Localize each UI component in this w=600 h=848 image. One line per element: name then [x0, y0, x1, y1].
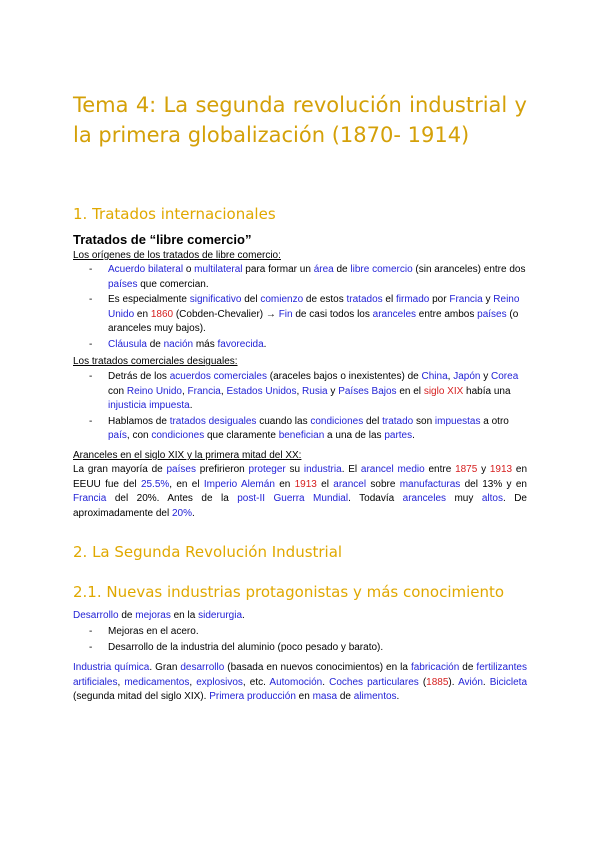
- highlight-term: Rusia: [302, 385, 328, 397]
- highlight-term: post-II Guerra Mundial: [237, 493, 349, 504]
- highlight-term: Japón: [453, 371, 481, 382]
- highlight-term: benefician: [278, 430, 325, 441]
- dash-bullet: -: [89, 264, 93, 275]
- highlight-term: Francia: [449, 294, 483, 305]
- highlight-term: países: [477, 308, 507, 320]
- highlight-term: Coches particulares: [329, 676, 419, 688]
- list-item: - Detrás de los acuerdos comerciales (araceles bajos o inexistentes) de China, Japón y Corea con Reino Unido, Francia, Estados Unidos, Rusia y Países Bajos en el siglo XIX había una injusticia impuesta.: [89, 371, 519, 411]
- highlight-term: Estados Unidos: [226, 385, 297, 397]
- list-item: - Mejoras en el acero.: [73, 625, 527, 640]
- label-tratados-desiguales: Los tratados comerciales desiguales:: [73, 356, 238, 367]
- highlight-term: desarrollo: [180, 662, 225, 673]
- highlight-term: proteger: [248, 464, 286, 475]
- highlight-term: Industria química: [73, 662, 150, 673]
- dash-bullet: -: [89, 371, 93, 382]
- highlight-term: arancel medio: [360, 464, 425, 475]
- label-aranceles: Aranceles en el siglo XIX y la primera mitad del XX:: [73, 450, 302, 461]
- highlight-term: multilateral: [194, 264, 243, 275]
- page-title: Tema 4: La segunda revolución industrial y la primera globalización (1870- 1914): [73, 93, 527, 147]
- highlight-term: área: [313, 264, 334, 275]
- highlight-term: injusticia impuesta: [108, 400, 190, 411]
- highlight-term: fabricación: [410, 662, 460, 673]
- label-origenes: Los orígenes de los tratados de libre comercio:: [73, 250, 281, 261]
- highlight-term: Primera producción: [209, 691, 296, 702]
- highlight-date: 1913: [294, 478, 317, 490]
- dash-bullet: -: [89, 338, 93, 350]
- dash-bullet: -: [89, 294, 93, 305]
- dash-bullet: -: [89, 641, 93, 653]
- highlight-term: industria: [303, 464, 342, 475]
- highlight-term: Francia: [187, 385, 221, 397]
- subheading-libre-comercio: Tratados de “libre comercio”: [73, 232, 252, 247]
- highlight-term: Acuerdo bilateral: [108, 264, 184, 275]
- highlight-term: explosivos: [196, 676, 243, 688]
- highlight-date: 1860: [150, 308, 174, 320]
- list-item: - Es especialmente significativo del comienzo de estos tratados el firmado por Francia y Reino Unido en 1860 (Cobden-Chevalier) → Fin de casi todos los aranceles entre ambos países (o aranceles muy bajos).: [89, 294, 520, 334]
- highlight-term: países: [166, 464, 196, 475]
- highlight-term: libre comercio: [350, 264, 413, 275]
- subsection-heading-nuevas-industrias: 2.1. Nuevas industrias protagonistas y más conocimiento: [73, 583, 505, 601]
- list-origenes: [73, 263, 527, 353]
- highlight-term: tratado: [382, 415, 414, 427]
- list-item: - Desarrollo de la industria del aluminio (poco pesado y barato).: [73, 641, 527, 656]
- highlight-date: 1885: [426, 676, 449, 688]
- highlight-term: condiciones: [310, 415, 364, 427]
- highlight-term: partes: [384, 430, 413, 441]
- highlight-term: comienzo: [260, 294, 304, 305]
- highlight-term: mejoras: [135, 610, 171, 621]
- highlight-term: 25.5%: [140, 478, 170, 490]
- highlight-term: acuerdos comerciales: [169, 371, 267, 382]
- highlight-term: Bicicleta: [489, 676, 528, 688]
- highlight-term: firmado: [395, 294, 430, 305]
- highlight-term: tratados: [346, 294, 383, 305]
- section-heading-segunda-revolucion: 2. La Segunda Revolución Industrial: [73, 543, 343, 561]
- section-heading-tratados: 1. Tratados internacionales: [73, 205, 276, 223]
- highlight-term: nación: [163, 338, 194, 350]
- highlight-term: Reino Unido: [126, 385, 182, 397]
- dash-bullet: -: [89, 415, 93, 427]
- highlight-date: 1875: [455, 464, 478, 475]
- highlight-term: países: [108, 278, 138, 290]
- list-item: - Acuerdo bilateral o multilateral para formar un área de libre comercio (sin aranceles) entre dos países que comercian.: [89, 264, 526, 290]
- highlight-term: masa: [312, 691, 338, 702]
- highlight-term: Imperio Alemán: [203, 478, 275, 490]
- highlight-term: país: [108, 430, 127, 441]
- highlight-term: Reino Unido: [108, 294, 520, 320]
- highlight-term: Fin: [278, 308, 293, 320]
- highlight-term: Avión: [458, 676, 483, 688]
- highlight-term: impuestas: [434, 415, 481, 427]
- list-siderurgia: [73, 625, 527, 656]
- highlight-term: manufacturas: [399, 478, 461, 490]
- highlight-term: Automoción: [269, 676, 323, 688]
- list-tratados-desiguales: [73, 370, 527, 445]
- highlight-term: favorecida: [217, 338, 264, 350]
- highlight-date: 1913: [489, 464, 513, 475]
- highlight-term: fertilizantes artificiales: [73, 662, 527, 688]
- highlight-term: medicamentos: [124, 676, 190, 688]
- dash-bullet: -: [89, 626, 93, 637]
- highlight-term: 20%: [171, 507, 192, 519]
- highlight-term: Cláusula: [108, 338, 147, 350]
- highlight-term: aranceles: [402, 493, 447, 504]
- highlight-term: alimentos: [353, 691, 397, 702]
- highlight-term: Países Bajos: [338, 385, 397, 397]
- highlight-term: siderurgia: [198, 610, 243, 621]
- paragraph-industria-quimica: Industria química. Gran desarrollo (basada en nuevos conocimientos) en la fabricación de fertilizantes artificiales, medicamentos, explosivos, etc. Automoción. Coches particulares (1885). Avión. Bicicleta (segunda mitad del siglo XIX). Primera producción en masa de alimentos.: [73, 662, 528, 702]
- highlight-term: tratados desiguales: [169, 415, 257, 427]
- highlight-term: altos: [481, 493, 503, 504]
- highlight-term: condiciones: [151, 430, 205, 441]
- highlight-term: China: [421, 371, 448, 382]
- paragraph-aranceles: La gran mayoría de países prefirieron proteger su industria. El arancel medio entre 1875 y 1913 en EEUU fue del 25.5%, en el Imperio Alemán en 1913 el arancel sobre manufacturas del 13% y en Francia del 20%. Antes de la post-II Guerra Mundial. Todavía aranceles muy altos. De aproximadamente del 20%.: [73, 464, 528, 519]
- highlight-term: arancel: [333, 478, 367, 490]
- list-item: - Hablamos de tratados desiguales cuando las condiciones del tratado son impuestas a otro país, con condiciones que claramente benefician a una de las partes.: [89, 415, 509, 441]
- highlight-date: siglo XIX: [423, 385, 464, 397]
- highlight-term: Corea: [491, 371, 519, 382]
- highlight-term: aranceles: [372, 308, 416, 320]
- paragraph-siderurgia: Desarrollo de mejoras en la siderurgia.: [73, 610, 245, 621]
- highlight-term: Francia: [73, 493, 107, 504]
- highlight-term: significativo: [189, 294, 242, 305]
- highlight-term: Desarrollo: [73, 610, 119, 621]
- list-item: - Cláusula de nación más favorecida.: [73, 338, 527, 353]
